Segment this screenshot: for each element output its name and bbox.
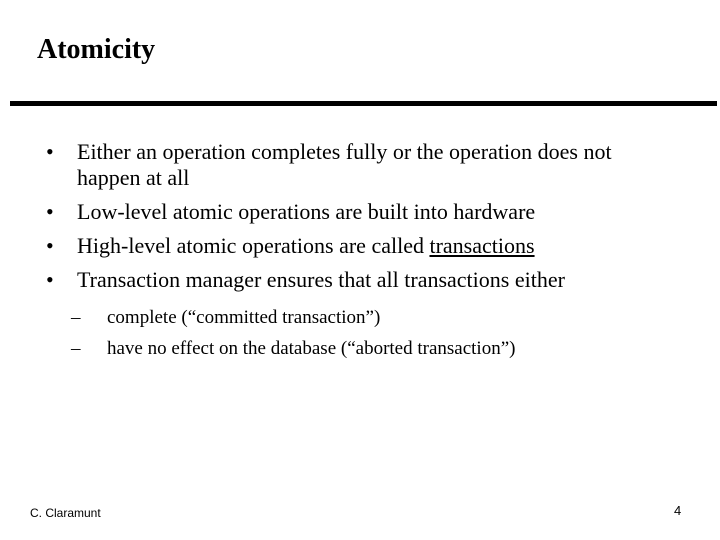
bullet-icon: • bbox=[46, 199, 54, 224]
bullet-text-continuation: happen at all bbox=[77, 165, 190, 190]
bullet-list bbox=[46, 137, 686, 299]
bullet-item-high-level bbox=[46, 231, 686, 261]
bullet-item-atomic-definition bbox=[46, 137, 686, 193]
sub-bullet-no-effect bbox=[71, 333, 515, 364]
transactions-term: transactions bbox=[429, 233, 535, 258]
dash-icon: – bbox=[71, 307, 81, 328]
bullet-text: Either an operation completes fully or the operation does not bbox=[77, 139, 612, 164]
bullet-item-low-level bbox=[46, 197, 686, 227]
bullet-text bbox=[77, 231, 686, 261]
sub-bullet-text: have no effect on the database (“aborted transaction”) bbox=[107, 338, 516, 359]
bullet-icon: • bbox=[46, 233, 54, 258]
sub-bullet-complete bbox=[71, 302, 515, 333]
bullet-text: Transaction manager ensures that all transactions either bbox=[77, 267, 565, 292]
slide-title: Atomicity bbox=[37, 34, 156, 65]
bullet-text-prefix: High-level atomic operations are called bbox=[77, 233, 430, 258]
page-number: 4 bbox=[674, 503, 682, 518]
bullet-item-transaction-manager bbox=[46, 265, 686, 295]
bullet-icon: • bbox=[46, 267, 54, 292]
title-divider bbox=[10, 101, 717, 106]
bullet-text: Low-level atomic operations are built into hardware bbox=[77, 199, 536, 224]
bullet-icon: • bbox=[46, 139, 54, 164]
sub-bullet-text: complete (“committed transaction”) bbox=[107, 307, 381, 328]
dash-icon: – bbox=[71, 338, 81, 359]
sub-bullet-list bbox=[71, 302, 515, 364]
footer-author: C. Claramunt bbox=[30, 506, 101, 520]
